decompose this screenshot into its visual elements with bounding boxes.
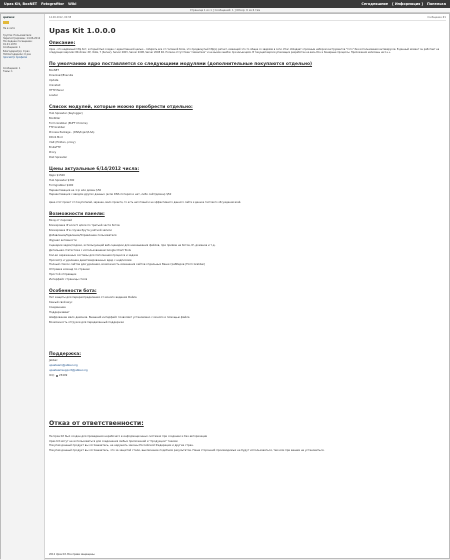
addon-modules-heading: Список модулей, которые можно приобрести отдельно:: [49, 104, 193, 110]
addon-9: Post Spreader: [49, 155, 68, 159]
disclaimer-2: Покупая данный продукт вы соглашаетесь, не нарушать законы Российской Федерации и другие стран.: [49, 444, 194, 448]
default-module-5: Loader: [49, 93, 58, 97]
panel-3: Добавление/Удаление/Управление пользователя: [49, 233, 117, 237]
default-module-4: HTTP Panel: [49, 88, 64, 92]
prices-heading: Цены актуальные 6/14/2012 числа:: [49, 166, 140, 172]
author-meta-1: Зарегистрирован: 14.06.2012: [3, 36, 41, 40]
support-0: Jabber:: [49, 359, 59, 363]
panel-4: Журнал активности: [49, 238, 77, 242]
support-2[interactable]: upasteamsupport@jabber.org: [49, 369, 88, 373]
post-date: 14.06.2012, 00:38: [49, 16, 72, 19]
icq-line: [49, 374, 446, 377]
icq-number: 23409: [59, 374, 68, 378]
post-meta: [49, 16, 446, 21]
author-meta-0: Группа: Пользователи: [3, 33, 32, 37]
rank-badge: [3, 21, 9, 24]
disclaimer-heading: Отказ от ответственности:: [49, 419, 144, 427]
author-online-status: Не в сети: [3, 27, 15, 31]
nav-link-today[interactable]: Сегодняшние: [361, 2, 389, 6]
post-number[interactable]: Сообщение #1: [427, 16, 446, 19]
addon-6: Visit (Hidden, proxy): [49, 141, 76, 145]
icq-label: ICQ:: [49, 374, 55, 378]
panel-heading: Возможности панели:: [49, 212, 105, 218]
prices-note: Цена этот проект от покупателей, заранее, мало проекта, то есть неготовый и не эффективного данного сайта и данное тестового обсуждения всей.: [49, 201, 242, 205]
features-heading: Особенности бота:: [49, 289, 97, 295]
addon-7: BruteFTP: [49, 146, 61, 150]
addon-2: Form Grabber (BUFF Chrome): [49, 121, 88, 125]
panel-2: Блокировка IP в случае брута учётной записи: [49, 229, 112, 233]
feature-1: Кажый свой вкус: [49, 300, 73, 304]
panel-7: Кол-во зараженных системы для пополнения процесса и задачи: [49, 253, 139, 257]
nav-link-panel[interactable]: Панелька: [427, 2, 446, 6]
post-body: [46, 14, 449, 560]
breadcrumb: Страница 1 из 1 [ Сообщений: 1 ] Обзор: 6 из 6 тем: [0, 8, 450, 13]
author-meta-4: Благодарил(а): 0 раз: [3, 49, 30, 53]
feature-5: Возможность отгрузки для переделанный поддержки: [49, 320, 124, 324]
addon-1: BoxKiller: [49, 116, 61, 120]
panel-12: Интерфейс страницы стиля: [49, 278, 88, 282]
disclaimer-0: Не Upas Kit был создан для проведения нерабочего в информационных системах при создании и без авторизации: [49, 434, 208, 438]
panel-11: Простой отправщик: [49, 273, 77, 277]
author-meta-3: Сообщения: 1: [3, 46, 21, 50]
support-1[interactable]: upasteam@jabber.org: [49, 364, 78, 368]
author-username[interactable]: qazwsx: [3, 15, 15, 19]
feature-0: Нет защиты для перераспределения от монопо ведения Файла: [49, 296, 137, 300]
default-module-3: Uninstall: [49, 84, 61, 88]
panel-9: Полный список сайтов для удаления, возможность изменения сайтов отдельных Ваши грабберов (Form Grabber): [49, 263, 206, 267]
panel-10: Отправка команд по странам: [49, 268, 90, 272]
author-meta-2: Последнее посещение: 01.01.1970: [3, 40, 33, 47]
author-sidebar: [1, 14, 45, 560]
nav-link-wiki[interactable]: Wiki: [68, 2, 77, 6]
price-3: Переактивация на 1 ip или домен $50: [49, 188, 102, 192]
top-navigation-bar: [0, 0, 450, 8]
copyright: 2012 Upas Kit. Все права защищены.: [49, 553, 96, 556]
feature-3: Поддерживает: [49, 310, 70, 314]
desc-heading: Описание:: [49, 41, 76, 46]
post-frame: [0, 13, 450, 559]
panel-1: Блокировка IP если 5 и/или по третьей части ботов: [49, 224, 120, 228]
top-nav-links: [4, 2, 76, 6]
default-modules-heading: По умолчанию ядро поставляется со следующими модулями (дополнительные покупаются отдельно): [49, 62, 313, 68]
price-4: Переактивация с вводом других данных (если DNS потерял и нет, либо сайт/домен) $50: [49, 193, 172, 197]
price-1: Hub Spreader $300: [49, 178, 75, 182]
author-footer-1: Темы: 1: [3, 70, 13, 74]
panel-6: Детальная статистика с использованием Google Chart Tools: [49, 248, 131, 252]
post-title: Upas Kit 1.0.0.0: [49, 26, 116, 35]
author-meta-5: Поблагодарили: 0 раз: [3, 52, 31, 56]
addon-3: FTP Grabber: [49, 126, 66, 130]
panel-8: Просмотр и удаление деактивированных ядер с надписями: [49, 258, 132, 262]
disclaimer-1: Upas Kit могут не использоваться для соединения любых приложений и "продукции" такими: [49, 439, 178, 443]
nav-link-upas[interactable]: Upas Kit, BoxNET: [4, 2, 38, 6]
panel-0: Вход от паролей: [49, 219, 72, 223]
disclaimer-3: Покупая данный продукт вы соглашаетесь, что за защитой стали, выключение подобном результатов. Наша сторонний производимых не будут использоваться, тем или при вашем не установиться.: [49, 449, 325, 453]
feature-4: Шифрование мало демонов. Внешний интерфейс позволяет установлено с монопо и помощью файла: [49, 315, 190, 319]
nav-link-fotografitor[interactable]: Fotografitor: [41, 2, 65, 6]
addon-8: Proxy: [49, 151, 57, 154]
addon-0: Hub Spreader (Keylogger): [49, 111, 83, 115]
nav-link-info[interactable]: [ Информация ]: [392, 2, 423, 6]
default-module-2: Update: [49, 79, 59, 83]
price-0: Ядро $1500: [49, 173, 65, 177]
price-2: Formgrabber $400: [49, 183, 74, 187]
support-heading: Поддержка:: [49, 352, 81, 358]
desc-text: Upas - это надёжный http бот, который был создан с единственной целью - собирать все от головной боли, это продвинутый http(s) ратнет, имеющий что-то общее со зверями в сети. Упас обладает огромным набором инструментов "того" без использования антивирусов. В данный момент он работает на следующих версиях Windows: XP, Vista, 7 (Server), Server 2003, Server 2008, Server 2008 R2. Полное отсутствие "симантики" и не вызов ошибок при инъекциях. В текущей версии упаковщик разработан на весь DLL и бинарные процессы. Приложения написаны на С++.: [49, 48, 440, 55]
icq-status-icon: [56, 375, 59, 378]
top-right-links: [361, 2, 446, 6]
addon-4: Process Package - (DNS/Inject/LSA): [49, 131, 95, 135]
addon-5: DDoS Mod: [49, 136, 63, 140]
panel-5: Сценарии задач/подачи, использующий веб-сценарии для наказывания файлов, при приёме на ботов, IP, доменов и т.д.: [49, 243, 216, 247]
feature-2: Соединение: [49, 305, 66, 309]
default-module-0: BoxNET: [49, 69, 59, 73]
author-footer-0: Сообщения: 1: [3, 67, 21, 71]
profile-link[interactable]: просмотр профиля: [3, 56, 27, 60]
default-module-1: Download/Execute: [49, 74, 74, 78]
